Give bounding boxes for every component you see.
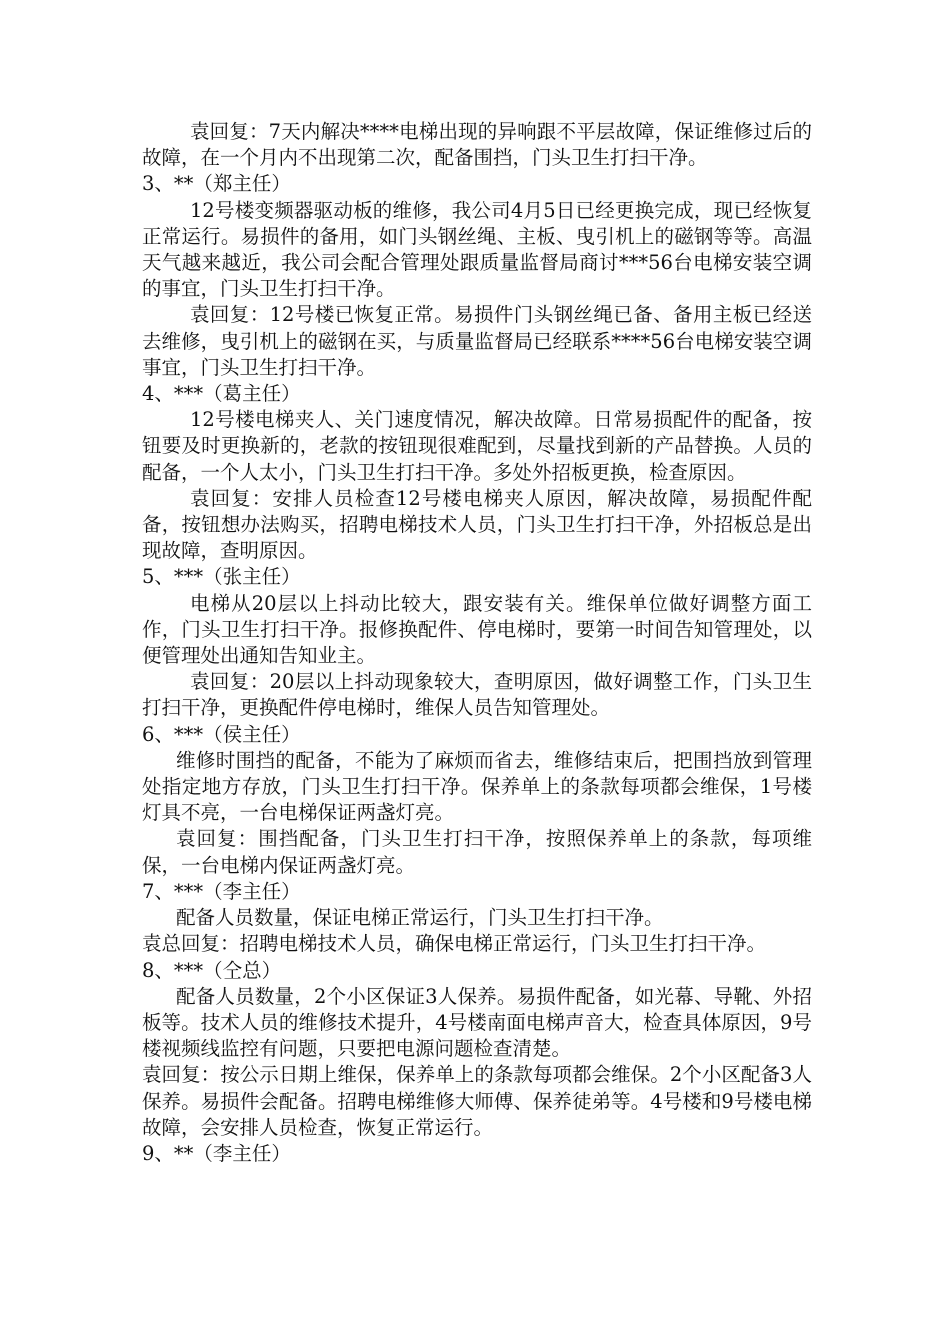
section-heading-6: 6、***（侯主任） [142,722,301,746]
paragraph-opinion-3: 12号楼变频器驱动板的维修，我公司4月5日已经更换完成，现已经恢复正常运行。易损件的备用，如门头钢丝绳、主板、曳引机上的磁钢等等。高温天气越来越近，我公司会配合管理处跟质量监督局商讨***56台电梯安装空调的事宜，门头卫生打扫干净。 [142,198,812,301]
paragraph-reply-5: 袁回复：20层以上抖动现象较大，查明原因，做好调整工作，门头卫生打扫干净，更换配件停电梯时，维保人员告知管理处。 [142,670,812,720]
paragraph-opinion-5: 电梯从20层以上抖动比较大，跟安装有关。维保单位做好调整方面工作，门头卫生打扫干净。报修换配件、停电梯时，要第一时间告知管理处，以便管理处出通知告知业主。 [142,591,812,668]
paragraph-reply-8: 袁回复：按公示日期上维保，保养单上的条款每项都会维保。2个小区配备3人保养。易损件会配备。招聘电梯维修大师傅、保养徒弟等。4号楼和9号楼电梯故障，会安排人员检查，恢复正常运行。 [142,1063,812,1139]
paragraph-opinion-8: 配备人员数量，2个小区保证3人保养。易损件配备，如光幕、导靴、外招板等。技术人员的维修技术提升，4号楼南面电梯声音大，检查具体原因，9号楼视频线监控有问题，只要把电源问题检查清楚。 [142,984,812,1061]
section-heading-9: 9、**（李主任） [142,1141,291,1165]
section-heading-5: 5、***（张主任） [142,565,301,589]
section-heading-3: 3、**（郑主任） [142,172,291,196]
paragraph-opinion-4: 12号楼电梯夹人、关门速度情况，解决故障。日常易损配件的配备，按钮要及时更换新的，老款的按钮现很难配到，尽量找到新的产品替换。人员的配备，一个人太小，门头卫生打扫干净。多处外招板更换，检查原因。 [142,408,812,484]
paragraph-opinion-6: 维修时围挡的配备，不能为了麻烦而省去，维修结束后，把围挡放到管理处指定地方存放，门头卫生打扫干净。保养单上的条款每项都会维保，1号楼灯具不亮，一台电梯保证两盏灯亮。 [142,748,812,825]
section-heading-4: 4、***（葛主任） [142,382,301,406]
paragraph-reply-1: 袁回复：7天内解决****电梯出现的异响跟不平层故障，保证维修过后的故障，在一个月内不出现第二次，配备围挡，门头卫生打扫干净。 [142,120,812,170]
paragraph-opinion-7: 配备人员数量，保证电梯正常运行，门头卫生打扫干净。 [176,906,664,930]
paragraph-reply-7: 袁总回复：招聘电梯技术人员，确保电梯正常运行，门头卫生打扫干净。 [142,932,767,956]
document-body [142,119,812,1167]
paragraph-reply-3: 袁回复：12号楼已恢复正常。易损件门头钢丝绳已备、备用主板已经送去维修，曳引机上的磁钢在买，与质量监督局已经联系****56台电梯安装空调事宜，门头卫生打扫干净。 [142,303,812,379]
section-heading-7: 7、***（李主任） [142,879,301,903]
paragraph-reply-6: 袁回复：围挡配备，门头卫生打扫干净，按照保养单上的条款，每项维保，一台电梯内保证两盏灯亮。 [142,827,812,877]
section-heading-8: 8、***（仝总） [142,958,282,982]
paragraph-reply-4: 袁回复：安排人员检查12号楼电梯夹人原因，解决故障，易损配件配备，按钮想办法购买，招聘电梯技术人员，门头卫生打扫干净，外招板总是出现故障，查明原因。 [142,486,812,563]
